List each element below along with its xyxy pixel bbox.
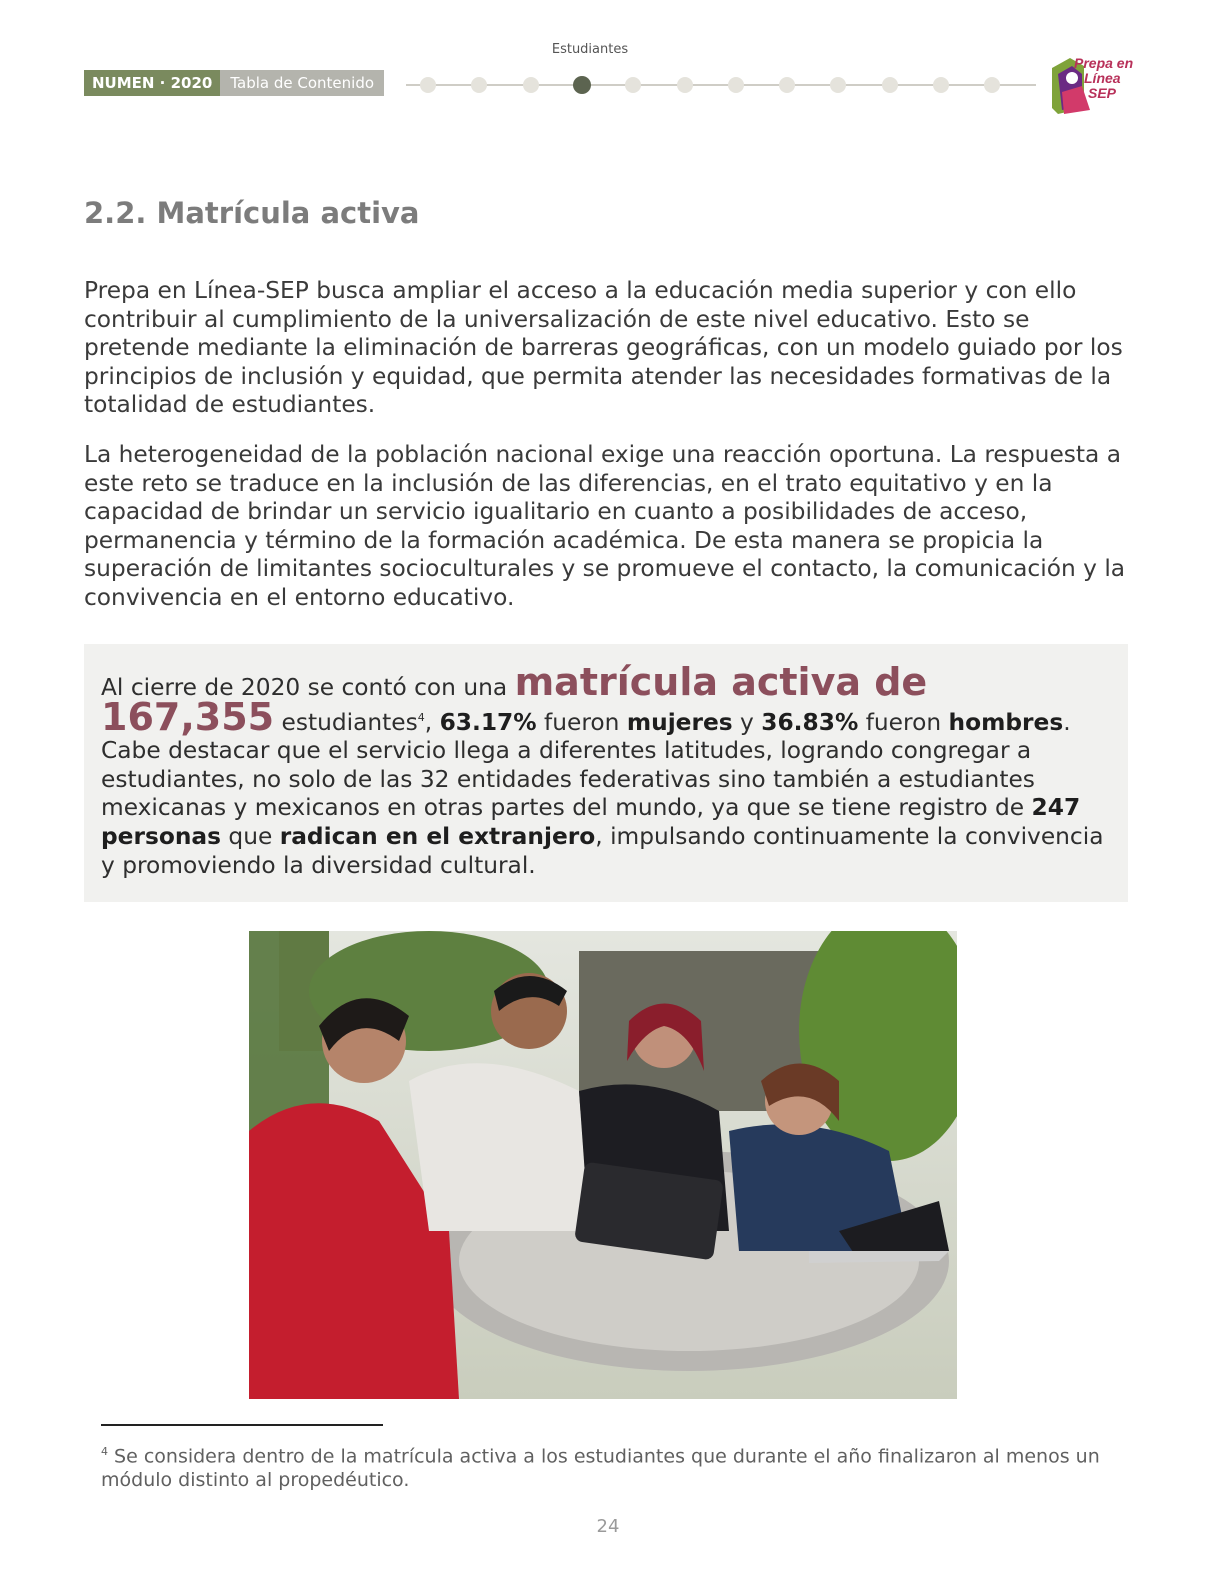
students-photo xyxy=(249,931,957,1399)
callout-text-segment: , impulsando continuamente la convivencia y promoviendo la diversidad cultural. xyxy=(101,822,1104,879)
callout-text xyxy=(101,660,1111,880)
page-number: 24 xyxy=(596,1516,620,1537)
callout-box xyxy=(84,644,1128,902)
paragraph-2: La heterogeneidad de la población nacional exige una reacción oportuna. La respuesta a este reto se traduce en la inclusión de las diferencias, en el trato equitativo y en la capacidad de brindar un servicio igualitario en cuanto a posibilidades de acceso, permanencia y término de la formación académica. De esta manera se propicia la superación de limitantes socioculturales y se promueve el contacto, la comunicación y la convivencia en el entorno educativo. xyxy=(84,441,1126,611)
page-title: 2.2. Matrícula activa xyxy=(84,196,420,230)
progress-dot[interactable] xyxy=(625,77,641,93)
abroad-count: 247 personas xyxy=(101,794,1081,850)
callout-highlight: matrícula activa de 167,355 xyxy=(101,660,928,739)
progress-dot[interactable] xyxy=(933,77,949,93)
men-label: hombres xyxy=(948,708,1064,736)
footnote-divider xyxy=(101,1424,383,1426)
progress-dot[interactable] xyxy=(779,77,795,93)
progress-dot[interactable] xyxy=(984,77,1000,93)
footnote xyxy=(101,1440,1131,1492)
section-label: Estudiantes xyxy=(551,42,629,57)
section-progress-nav xyxy=(406,76,1036,94)
paragraph-1: Prepa en Línea-SEP busca ampliar el acceso a la educación media superior y con ello contribuir al cumplimiento de la universalización de este nivel educativo. Esto se pretende mediante la eliminación de barreras geográficas, con un modelo guiado por los principios de inclusión y equidad, que permita atender las necesidades formativas de la totalidad de estudiantes. xyxy=(84,277,1123,419)
callout-text-segment: y xyxy=(732,708,762,736)
progress-dot[interactable] xyxy=(830,77,846,93)
prepa-en-linea-logo xyxy=(1050,52,1132,116)
logo-text xyxy=(1074,56,1134,101)
table-of-contents-link[interactable]: Tabla de Contenido xyxy=(220,70,384,96)
women-label: mujeres xyxy=(626,708,733,736)
callout-text-segment: estudiantes xyxy=(274,708,418,736)
logo-line-3: SEP xyxy=(1088,85,1117,101)
students-with-tablet-image xyxy=(249,931,957,1399)
footnote-number: 4 xyxy=(101,1445,108,1458)
progress-dot[interactable] xyxy=(471,77,487,93)
report-name: NUMEN · 2020 xyxy=(84,70,220,96)
callout-text-segment: . Cabe destacar que el servicio llega a diferentes latitudes, logrando congregar a estudiantes, no solo de las 32 entidades federativas sino también a estudiantes mexicanas y mexicanos en otras partes del mundo, ya que se tiene registro de xyxy=(101,708,1071,822)
callout-text-segment: que xyxy=(221,822,280,850)
progress-dot[interactable] xyxy=(573,76,591,94)
callout-text-segment: fueron xyxy=(858,708,949,736)
progress-dot[interactable] xyxy=(677,77,693,93)
men-percentage: 36.83% xyxy=(761,708,859,736)
progress-dot[interactable] xyxy=(420,77,436,93)
logo-line-1: Prepa en xyxy=(1074,55,1134,71)
footnote-marker[interactable]: 4 xyxy=(417,710,425,724)
header-badge xyxy=(84,70,384,96)
callout-lead: Al cierre de 2020 se contó con una xyxy=(101,674,515,701)
footnote-text: Se considera dentro de la matrícula activa a los estudiantes que durante el año finalizaron al menos un módulo distinto al propedéutico. xyxy=(101,1445,1100,1492)
progress-dot[interactable] xyxy=(728,77,744,93)
progress-dot[interactable] xyxy=(882,77,898,93)
abroad-label: radican en el extranjero xyxy=(279,822,596,850)
callout-text-segment: , xyxy=(424,708,440,736)
women-percentage: 63.17% xyxy=(439,708,537,736)
progress-dot[interactable] xyxy=(523,77,539,93)
logo-line-2: Línea xyxy=(1084,70,1121,86)
callout-text-segment: fueron xyxy=(536,708,627,736)
